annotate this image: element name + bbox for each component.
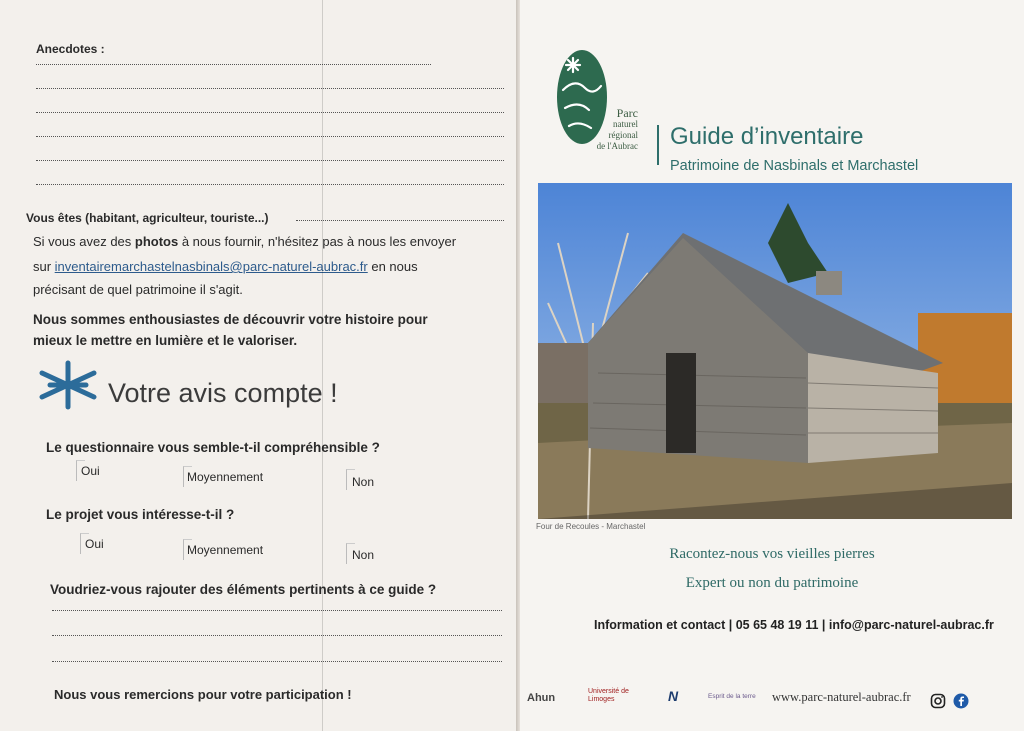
visitor-type-line[interactable]: [296, 220, 504, 221]
option-moyennement: Moyennement: [187, 543, 264, 557]
guide-title: Guide d’inventaire: [670, 123, 864, 150]
enthusiasm-line-2: mieux le mettre en lumière et le valoriser.: [33, 333, 298, 348]
option-oui: Oui: [81, 464, 100, 478]
page-fold: [322, 0, 323, 731]
question-1: Le questionnaire vous semble-t-il compréhensible ?: [46, 440, 380, 455]
answer-line[interactable]: [52, 661, 502, 662]
thanks-text: Nous vous remercions pour votre participation !: [54, 687, 352, 702]
answer-line[interactable]: [36, 184, 504, 185]
anecdotes-label: Anecdotes :: [36, 42, 105, 56]
option-oui: Oui: [85, 537, 104, 551]
option-moyennement: Moyennement: [187, 470, 264, 484]
answer-line[interactable]: [36, 160, 504, 161]
park-logo-text: Parc naturel régional de l'Aubrac: [596, 106, 638, 151]
partner-logo-ahun: Ahun: [527, 692, 556, 704]
photo-caption: Four de Recoules - Marchastel: [536, 522, 646, 531]
answer-line[interactable]: [36, 64, 431, 65]
answer-line[interactable]: [52, 610, 502, 611]
email-link[interactable]: inventairemarchastelnasbinals@parc-naturel-aubrac.fr: [54, 259, 368, 274]
photos-line-3: précisant de quel patrimoine il s'agit.: [33, 282, 243, 297]
contact-info: Information et contact | 05 65 48 19 11 | info@parc-naturel-aubrac.fr: [594, 618, 994, 632]
instagram-icon[interactable]: [930, 693, 946, 709]
question-2: Le projet vous intéresse-t-il ?: [46, 507, 235, 522]
partner-logo-n: N: [668, 688, 679, 704]
tagline-2: Expert ou non du patrimoine: [685, 575, 859, 591]
answer-line[interactable]: [36, 112, 504, 113]
option-non: Non: [352, 548, 375, 562]
facebook-icon[interactable]: [953, 693, 969, 709]
tagline-1: Racontez-nous vos vieilles pierres: [669, 546, 875, 562]
title-divider: [657, 125, 659, 165]
option-non: Non: [352, 475, 375, 489]
photos-line-1: Si vous avez des photos à nous fournir, n'hésitez pas à nous les envoyer: [33, 234, 457, 249]
stone-house-photo: [538, 183, 1012, 519]
guide-subtitle: Patrimoine de Nasbinals et Marchastel: [670, 158, 919, 174]
photos-line-2: sur inventairemarchastelnasbinals@parc-naturel-aubrac.fr en nous: [33, 259, 418, 274]
feedback-heading: Votre avis compte !: [108, 378, 338, 408]
partner-logo-limoges: Université de Limoges: [588, 688, 629, 703]
answer-line[interactable]: [36, 136, 504, 137]
asterisk-icon: [36, 359, 100, 411]
question-3: Voudriez-vous rajouter des éléments pertinents à ce guide ?: [50, 582, 437, 597]
visitor-type-label: Vous êtes (habitant, agriculteur, touriste...): [26, 211, 269, 225]
partner-logo-esprit: Esprit de la terre: [708, 693, 756, 700]
website-link[interactable]: www.parc-naturel-aubrac.fr: [772, 690, 911, 704]
answer-line[interactable]: [36, 88, 504, 89]
answer-line[interactable]: [52, 635, 502, 636]
enthusiasm-line-1: Nous sommes enthousiastes de découvrir votre histoire pour: [33, 312, 428, 327]
